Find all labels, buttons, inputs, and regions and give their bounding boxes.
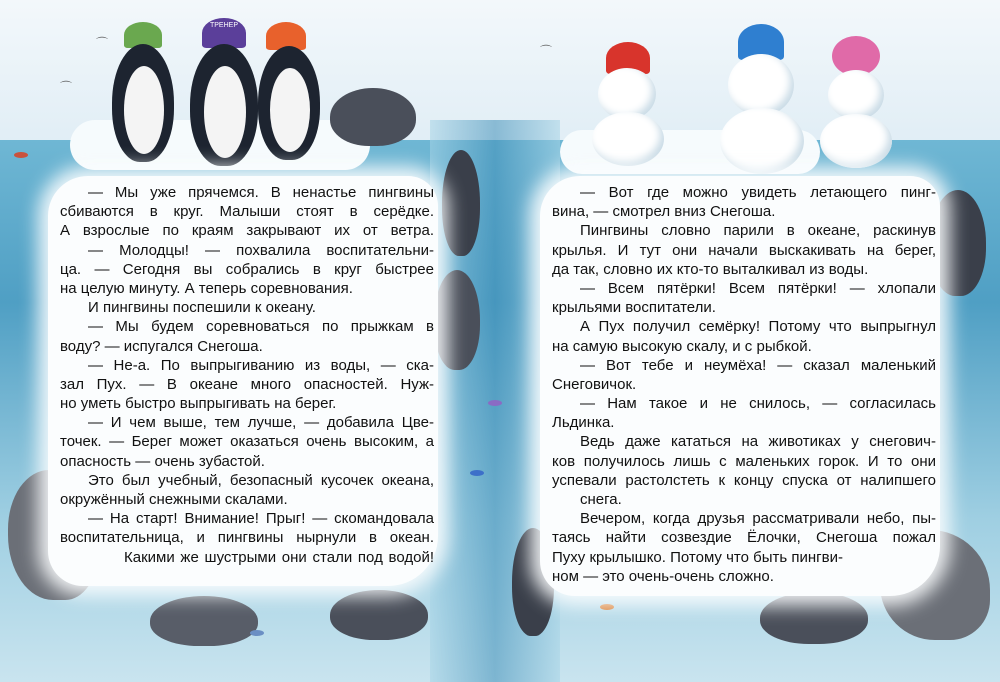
text-line: воду? — испугался Снегоша.	[60, 337, 263, 355]
text-line: воспитательница, и пингвины нырнули в океан.	[60, 529, 434, 547]
text-line: успевали растолстеть к концу спуска от налипшего	[552, 471, 936, 489]
bird-3: ⌒	[60, 80, 73, 94]
text-line: — На старт! Внимание! Прыг! — скомандовала	[88, 510, 434, 528]
text-line: Ведь даже кататься на животиках у снегович-	[580, 433, 936, 451]
text-line: ков получилось лишь с маленьких горок. И то они	[552, 452, 936, 470]
fish-1	[14, 152, 28, 158]
text-line: ном — это очень-очень сложно.	[552, 567, 774, 585]
chick-penguin-bottom-2	[330, 582, 430, 644]
snowgirl-pink-hat	[818, 36, 898, 168]
text-line: снега.	[580, 491, 622, 508]
text-line: — Вот тебе и неумёха! — сказал маленький	[580, 356, 936, 374]
snowman-blue-hat	[718, 24, 808, 174]
text-line: Это был учебный, безопасный кусочек океана,	[88, 471, 434, 489]
text-line: таясь найти созвездие Ёлочки, Снегоша пожал	[552, 529, 936, 547]
text-line: Вечером, когда друзья рассматривали небо, пы-	[580, 510, 936, 528]
right-page-text	[552, 183, 936, 586]
coach-hat: ТРЕНЕР	[202, 18, 246, 48]
text-line: сбиваются в круг. Малыши стоят в серёдке.	[60, 203, 434, 221]
text-line: Какими же шустрыми они стали под водой!	[124, 548, 434, 566]
text-line: И пингвины поспешили к океану.	[88, 299, 316, 317]
text-line: но уметь быстро выпрыгивать на берег.	[60, 395, 337, 413]
text-line: — Не-а. По выпрыгиванию из воды, — ска-	[88, 356, 434, 374]
text-line: опасность — очень зубастой.	[60, 452, 265, 470]
text-line: — Нам такое и не снилось, — согласилась	[580, 395, 936, 413]
text-line: да так, словно их кто-то выталкивал из воды.	[552, 260, 869, 278]
text-line: — Мы будем соревноваться по прыжкам в	[88, 318, 434, 336]
text-line: на целую минуту. А теперь соревнования.	[60, 279, 353, 297]
snowman-red-hat	[592, 42, 672, 166]
fish-2	[488, 400, 502, 406]
bird-2: ⌒	[540, 44, 553, 58]
text-line: окружённый снежными скалами.	[60, 491, 288, 508]
diving-penguin-1	[438, 150, 484, 260]
text-line: А взрослые по краям закрывают их от ветра.	[60, 222, 434, 240]
fish-5	[250, 630, 264, 636]
left-page-text	[60, 183, 434, 567]
text-line: — Всем пятёрки! Всем пятёрки! — хлопали	[580, 279, 936, 297]
text-line: вина, — смотрел вниз Снегоша.	[552, 203, 776, 221]
text-line: точек. — Берег может оказаться очень высоким, а	[60, 433, 434, 451]
text-line: крылья. И тут они начали выскакивать на берег,	[552, 241, 936, 259]
penguin-coach	[186, 18, 262, 166]
text-line: Пуху крылышко. Потому что быть пингви-	[552, 548, 843, 566]
chick-penguin-bottom-1	[150, 588, 260, 648]
chick-penguin-top	[330, 82, 420, 152]
text-line: ца. — Сегодня вы собрались в круг быстрее	[60, 260, 434, 278]
text-line: А Пух получил семёрку! Потому что выпрыгнул	[580, 318, 936, 336]
text-line: — Молодцы! — похвалила воспитательни-	[88, 241, 434, 259]
fish-3	[470, 470, 484, 476]
text-line: Пингвины словно парили в океане, раскинув	[580, 222, 936, 240]
text-line: — Мы уже прячемся. В ненастье пингвины	[88, 184, 434, 201]
text-line: — И чем выше, тем лучше, — добавила Цве-	[88, 414, 434, 432]
text-line: Льдинка.	[552, 414, 615, 432]
text-line: — Вот где можно увидеть летающего пинг-	[580, 184, 936, 201]
text-line: зал Пух. — В океане много опасностей. Нуж-	[60, 375, 434, 393]
bird-1: ⌒	[96, 36, 109, 50]
penguin-green-hat	[108, 22, 178, 162]
text-line: на самую высокую скалу, и с рыбкой.	[552, 337, 812, 355]
text-line: Снеговичок.	[552, 375, 637, 393]
penguin-red-hat	[256, 22, 336, 160]
text-line: крыльями воспитатели.	[552, 299, 716, 317]
fish-4	[600, 604, 614, 610]
